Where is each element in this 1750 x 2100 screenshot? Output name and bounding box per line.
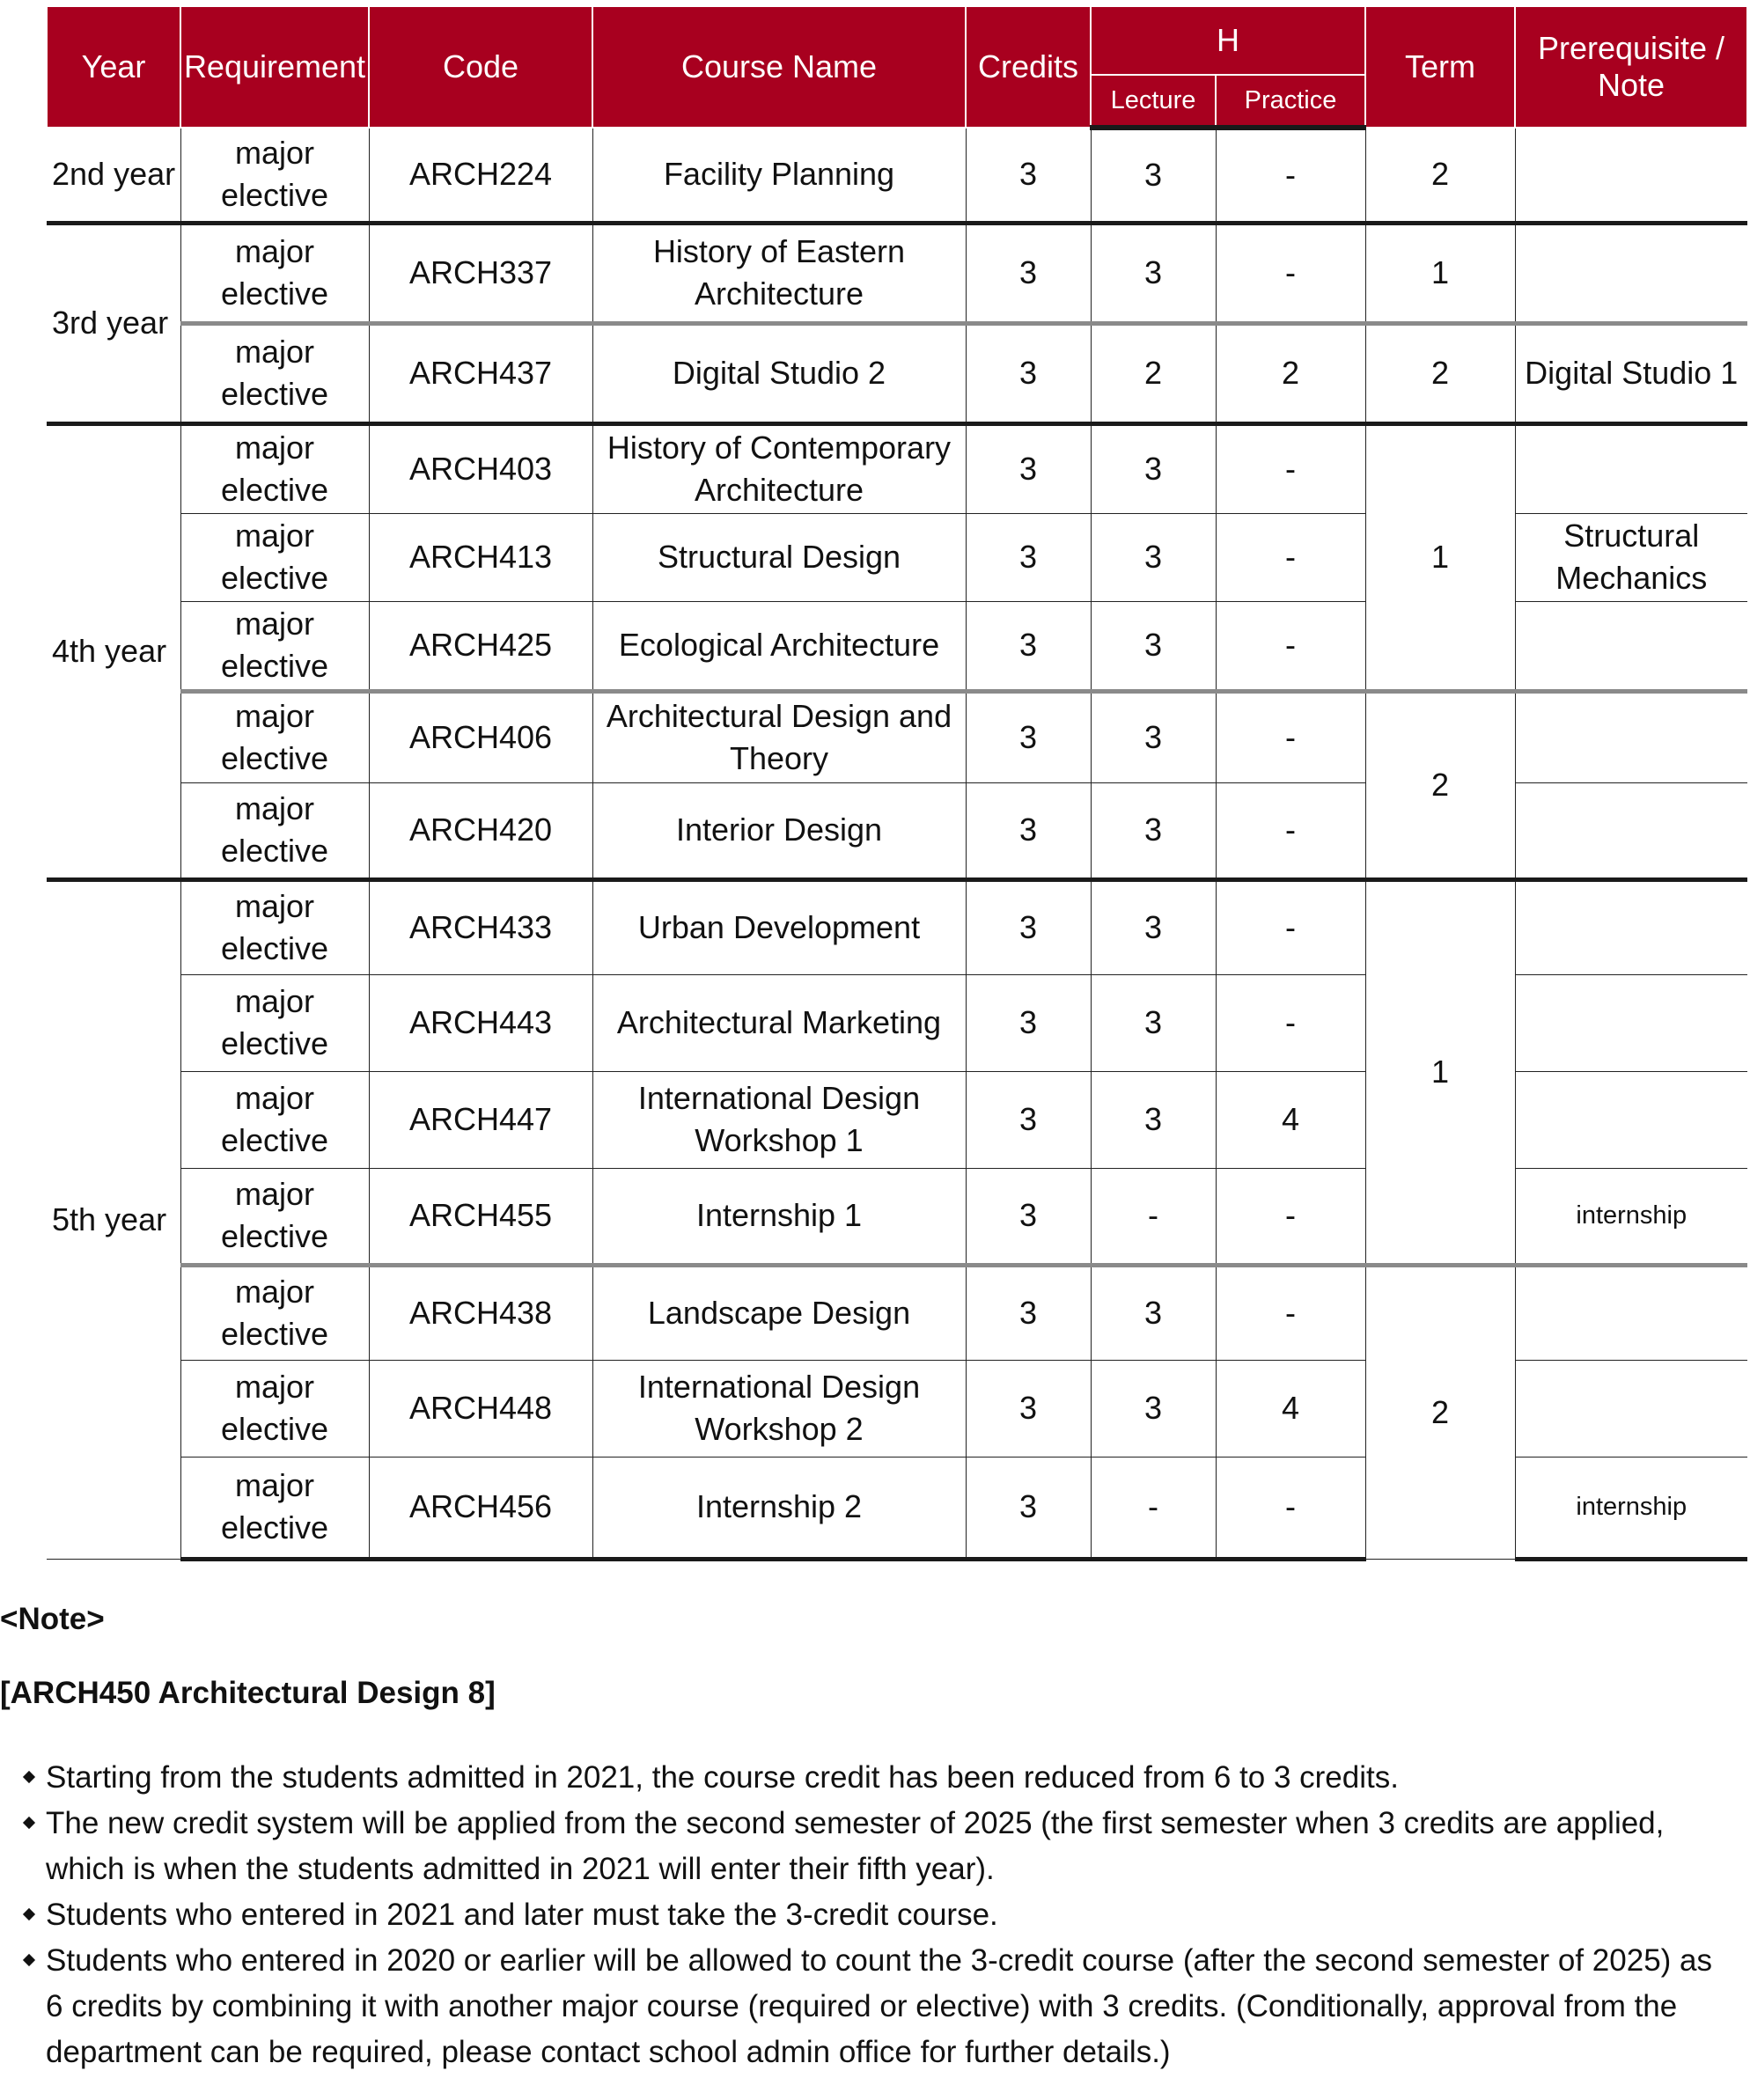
practice-cell: - — [1216, 1168, 1365, 1265]
requirement-cell: major elective — [180, 513, 369, 601]
lecture-cell: 2 — [1091, 323, 1216, 423]
practice-cell: - — [1216, 601, 1365, 691]
lecture-cell: 3 — [1091, 1360, 1216, 1457]
code-cell: ARCH456 — [369, 1457, 592, 1559]
note-bullet — [25, 1755, 1725, 1801]
table-row — [47, 223, 1747, 323]
header-course-name: Course Name — [592, 6, 966, 128]
requirement-cell: major elective — [180, 974, 369, 1071]
code-cell: ARCH337 — [369, 223, 592, 323]
practice-cell: - — [1216, 1265, 1365, 1360]
lecture-cell: 3 — [1091, 513, 1216, 601]
code-cell: ARCH413 — [369, 513, 592, 601]
code-cell: ARCH406 — [369, 691, 592, 782]
practice-cell: - — [1216, 974, 1365, 1071]
table-row — [47, 128, 1747, 223]
header-code: Code — [369, 6, 592, 128]
course-name-cell: Architectural Marketing — [592, 974, 966, 1071]
practice-cell: - — [1216, 782, 1365, 879]
note-cell — [1515, 223, 1747, 323]
practice-cell: - — [1216, 1457, 1365, 1559]
table-row — [47, 323, 1747, 423]
credits-cell: 3 — [966, 1360, 1091, 1457]
table-row — [47, 423, 1747, 513]
credits-cell: 3 — [966, 1457, 1091, 1559]
note-label: <Note> — [0, 1602, 105, 1636]
requirement-cell: major elective — [180, 423, 369, 513]
lecture-cell: - — [1091, 1457, 1216, 1559]
credits-cell: 3 — [966, 223, 1091, 323]
header-requirement: Requirement — [180, 6, 369, 128]
notes-section — [0, 1602, 1725, 2075]
note-bullet — [25, 1801, 1725, 1892]
lecture-cell: 3 — [1091, 782, 1216, 879]
requirement-cell: major elective — [180, 601, 369, 691]
note-cell: Structural Mechanics — [1515, 513, 1747, 601]
course-name-cell: History of Eastern Architecture — [592, 223, 966, 323]
code-cell: ARCH403 — [369, 423, 592, 513]
practice-cell: - — [1216, 879, 1365, 974]
course-name-cell: International Design Workshop 1 — [592, 1071, 966, 1168]
year-cell: 4th year — [47, 423, 180, 879]
course-name-cell: Landscape Design — [592, 1265, 966, 1360]
note-bullet-text: Students who entered in 2021 and later must take the 3-credit course. — [46, 1898, 998, 1932]
credits-cell: 3 — [966, 1168, 1091, 1265]
credits-cell: 3 — [966, 423, 1091, 513]
table-row — [47, 879, 1747, 974]
diamond-bullet-icon — [23, 1771, 35, 1783]
note-cell: Digital Studio 1 — [1515, 323, 1747, 423]
course-table — [46, 5, 1748, 1561]
term-cell: 1 — [1365, 423, 1515, 691]
practice-cell: 4 — [1216, 1360, 1365, 1457]
practice-cell: - — [1216, 423, 1365, 513]
credits-cell: 3 — [966, 879, 1091, 974]
practice-cell: 2 — [1216, 323, 1365, 423]
diamond-bullet-icon — [23, 1954, 35, 1966]
practice-cell: - — [1216, 128, 1365, 223]
credits-cell: 3 — [966, 323, 1091, 423]
note-cell — [1515, 879, 1747, 974]
requirement-cell: major elective — [180, 1360, 369, 1457]
diamond-bullet-icon — [23, 1908, 35, 1920]
requirement-cell: major elective — [180, 1071, 369, 1168]
credits-cell: 3 — [966, 1265, 1091, 1360]
requirement-cell: major elective — [180, 128, 369, 223]
course-name-cell: Urban Development — [592, 879, 966, 974]
note-cell — [1515, 423, 1747, 513]
term-cell: 2 — [1365, 323, 1515, 423]
credits-cell: 3 — [966, 128, 1091, 223]
lecture-cell: - — [1091, 1168, 1216, 1265]
note-cell: internship — [1515, 1168, 1747, 1265]
note-bullet — [25, 1892, 1725, 1938]
note-cell — [1515, 1265, 1747, 1360]
course-name-cell: Internship 1 — [592, 1168, 966, 1265]
lecture-cell: 3 — [1091, 879, 1216, 974]
lecture-cell: 3 — [1091, 223, 1216, 323]
requirement-cell: major elective — [180, 782, 369, 879]
code-cell: ARCH437 — [369, 323, 592, 423]
practice-cell: - — [1216, 223, 1365, 323]
header-lecture: Lecture — [1091, 75, 1216, 128]
code-cell: ARCH447 — [369, 1071, 592, 1168]
course-name-cell: Facility Planning — [592, 128, 966, 223]
header-practice: Practice — [1216, 75, 1365, 128]
lecture-cell: 3 — [1091, 1071, 1216, 1168]
credits-cell: 3 — [966, 782, 1091, 879]
lecture-cell: 3 — [1091, 1265, 1216, 1360]
credits-cell: 3 — [966, 1071, 1091, 1168]
note-cell — [1515, 782, 1747, 879]
code-cell: ARCH455 — [369, 1168, 592, 1265]
requirement-cell: major elective — [180, 1168, 369, 1265]
requirement-cell: major elective — [180, 1265, 369, 1360]
lecture-cell: 3 — [1091, 974, 1216, 1071]
note-bullet-list — [0, 1755, 1725, 2075]
table-row — [47, 691, 1747, 782]
note-cell — [1515, 1071, 1747, 1168]
term-cell: 1 — [1365, 879, 1515, 1265]
header-year: Year — [47, 6, 180, 128]
course-name-cell: Architectural Design and Theory — [592, 691, 966, 782]
diamond-bullet-icon — [23, 1817, 35, 1829]
note-bullet-text: The new credit system will be applied from the second semester of 2025 (the first semester when 3 credits are applied, which is when the students admitted in 2021 will enter their fifth year). — [46, 1806, 1665, 1886]
note-bullet-text: Students who entered in 2020 or earlier will be allowed to count the 3-credit course (after the second semester of 2025) as 6 credits by combining it with another major course (required or elective) with 3 credits. (Conditionally, approval from the department can be required, please contact school admin office for further details.) — [46, 1943, 1713, 2069]
header-term: Term — [1365, 6, 1515, 128]
practice-cell: 4 — [1216, 1071, 1365, 1168]
note-cell — [1515, 691, 1747, 782]
term-cell: 2 — [1365, 691, 1515, 879]
term-cell: 2 — [1365, 1265, 1515, 1559]
code-cell: ARCH433 — [369, 879, 592, 974]
code-cell: ARCH420 — [369, 782, 592, 879]
lecture-cell: 3 — [1091, 423, 1216, 513]
year-cell: 3rd year — [47, 223, 180, 423]
code-cell: ARCH438 — [369, 1265, 592, 1360]
credits-cell: 3 — [966, 513, 1091, 601]
note-cell — [1515, 128, 1747, 223]
requirement-cell: major elective — [180, 879, 369, 974]
year-cell: 5th year — [47, 879, 180, 1559]
course-name-cell: History of Contemporary Architecture — [592, 423, 966, 513]
year-cell: 2nd year — [47, 128, 180, 223]
course-name-cell: Structural Design — [592, 513, 966, 601]
term-cell: 2 — [1365, 128, 1515, 223]
header-prerequisite: Prerequisite / Note — [1515, 6, 1747, 128]
requirement-cell: major elective — [180, 323, 369, 423]
note-cell — [1515, 1360, 1747, 1457]
header-h: H — [1091, 6, 1365, 75]
table-row — [47, 1265, 1747, 1360]
credits-cell: 3 — [966, 601, 1091, 691]
credits-cell: 3 — [966, 974, 1091, 1071]
code-cell: ARCH443 — [369, 974, 592, 1071]
lecture-cell: 3 — [1091, 691, 1216, 782]
header-credits: Credits — [966, 6, 1091, 128]
lecture-cell: 3 — [1091, 128, 1216, 223]
course-name-cell: International Design Workshop 2 — [592, 1360, 966, 1457]
lecture-cell: 3 — [1091, 601, 1216, 691]
note-bullet — [25, 1938, 1725, 2075]
term-cell: 1 — [1365, 223, 1515, 323]
requirement-cell: major elective — [180, 1457, 369, 1559]
practice-cell: - — [1216, 513, 1365, 601]
practice-cell: - — [1216, 691, 1365, 782]
note-bullet-text: Starting from the students admitted in 2021, the course credit has been reduced from 6 to 3 credits. — [46, 1760, 1399, 1795]
code-cell: ARCH425 — [369, 601, 592, 691]
note-cell: internship — [1515, 1457, 1747, 1559]
course-name-cell: Digital Studio 2 — [592, 323, 966, 423]
requirement-cell: major elective — [180, 223, 369, 323]
note-cell — [1515, 601, 1747, 691]
code-cell: ARCH448 — [369, 1360, 592, 1457]
code-cell: ARCH224 — [369, 128, 592, 223]
course-name-cell: Ecological Architecture — [592, 601, 966, 691]
credits-cell: 3 — [966, 691, 1091, 782]
course-name-cell: Interior Design — [592, 782, 966, 879]
note-cell — [1515, 974, 1747, 1071]
note-heading: [ARCH450 Architectural Design 8] — [0, 1676, 496, 1710]
requirement-cell: major elective — [180, 691, 369, 782]
course-name-cell: Internship 2 — [592, 1457, 966, 1559]
